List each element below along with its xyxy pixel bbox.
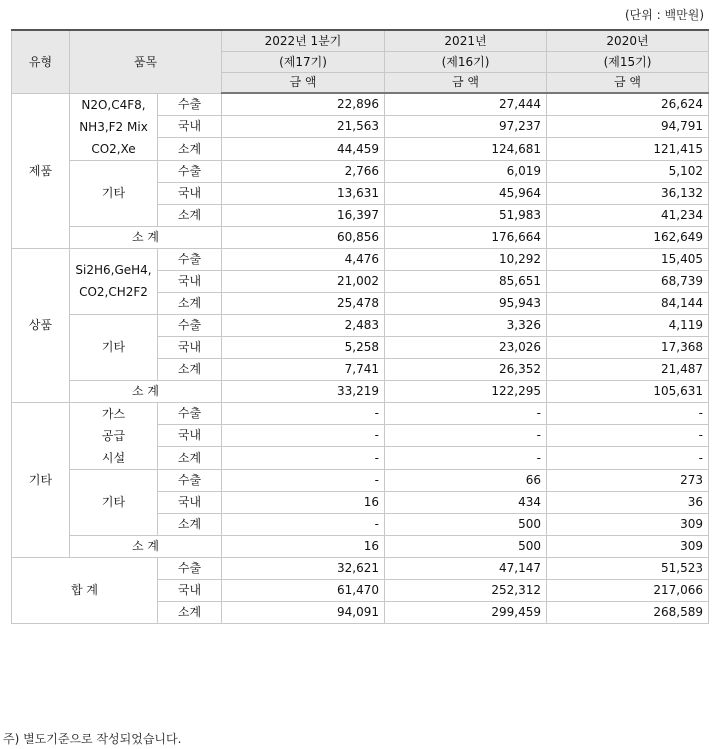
item-label-line: 가스 — [101, 406, 126, 421]
sales-table — [11, 29, 709, 624]
amount-cell: 309 — [547, 513, 709, 535]
sub-label: 국내 — [158, 424, 222, 446]
amount-cell: 68,739 — [547, 270, 709, 292]
item-cell — [70, 93, 158, 160]
sub-label: 소계 — [158, 204, 222, 226]
header-period-1-term: (제17기) — [222, 51, 385, 72]
amount-cell: - — [222, 513, 385, 535]
amount-cell: 5,258 — [222, 336, 385, 358]
item-label-line: 기타 — [101, 495, 126, 509]
item-cell — [70, 314, 158, 380]
subtotal-label: 소 계 — [70, 535, 222, 557]
sub-label: 수출 — [158, 402, 222, 424]
amount-cell: 124,681 — [385, 138, 547, 160]
item-cell — [70, 469, 158, 535]
amount-cell: 21,487 — [547, 358, 709, 380]
table-row — [12, 402, 709, 424]
amount-cell: - — [222, 402, 385, 424]
amount-cell: 97,237 — [385, 115, 547, 137]
sub-label: 소계 — [158, 513, 222, 535]
amount-cell: 25,478 — [222, 292, 385, 314]
amount-cell: 217,066 — [547, 579, 709, 601]
amount-cell: 16 — [222, 491, 385, 513]
amount-cell: 13,631 — [222, 182, 385, 204]
sub-label: 국내 — [158, 579, 222, 601]
amount-cell: 41,234 — [547, 204, 709, 226]
amount-cell: - — [385, 402, 547, 424]
amount-cell: 51,523 — [547, 557, 709, 579]
type-cell: 기타 — [12, 402, 70, 557]
amount-cell: 309 — [547, 535, 709, 557]
item-label-line: NH3,F2 Mix — [79, 119, 148, 134]
amount-cell: 5,102 — [547, 160, 709, 182]
amount-cell: 84,144 — [547, 292, 709, 314]
amount-cell: 4,119 — [547, 314, 709, 336]
table-row — [12, 248, 709, 270]
amount-cell: 299,459 — [385, 601, 547, 623]
sub-label: 수출 — [158, 469, 222, 491]
sub-label: 국내 — [158, 270, 222, 292]
amount-cell: - — [222, 424, 385, 446]
amount-cell: 121,415 — [547, 138, 709, 160]
item-cell — [70, 248, 158, 314]
sub-label: 수출 — [158, 557, 222, 579]
table-row — [12, 226, 709, 248]
amount-cell: 27,444 — [385, 93, 547, 115]
sub-label: 수출 — [158, 93, 222, 115]
amount-cell: 21,002 — [222, 270, 385, 292]
amount-cell: 95,943 — [385, 292, 547, 314]
amount-cell: 94,791 — [547, 115, 709, 137]
amount-cell: 23,026 — [385, 336, 547, 358]
amount-cell: 2,766 — [222, 160, 385, 182]
amount-cell: 7,741 — [222, 358, 385, 380]
amount-cell: - — [385, 424, 547, 446]
amount-cell: 10,292 — [385, 248, 547, 270]
table-row — [12, 314, 709, 336]
amount-cell: - — [222, 469, 385, 491]
table-body — [12, 93, 709, 623]
header-item: 품목 — [70, 30, 222, 93]
sub-label: 국내 — [158, 491, 222, 513]
item-label-line: CO2,Xe — [91, 141, 136, 156]
amount-cell: 51,983 — [385, 204, 547, 226]
table-row — [12, 535, 709, 557]
amount-cell: 268,589 — [547, 601, 709, 623]
amount-cell: 66 — [385, 469, 547, 491]
table-row — [12, 93, 709, 115]
sub-label: 소계 — [158, 601, 222, 623]
header-type: 유형 — [12, 30, 70, 93]
header-period-2-term: (제16기) — [385, 51, 547, 72]
item-label-line: 기타 — [101, 186, 126, 200]
item-cell — [70, 402, 158, 469]
amount-cell: 45,964 — [385, 182, 547, 204]
sub-label: 소계 — [158, 358, 222, 380]
item-label-line: Si2H6,GeH4, — [75, 263, 152, 277]
amount-cell: 15,405 — [547, 248, 709, 270]
grand-total-label: 합 계 — [12, 557, 158, 623]
amount-cell: 36,132 — [547, 182, 709, 204]
sub-label: 국내 — [158, 182, 222, 204]
item-label-line: 시설 — [101, 450, 126, 465]
table-row — [12, 380, 709, 402]
amount-cell: 3,326 — [385, 314, 547, 336]
header-amount-2: 금 액 — [385, 72, 547, 93]
amount-cell: 94,091 — [222, 601, 385, 623]
type-cell: 제품 — [12, 93, 70, 248]
item-label-line: N2O,C4F8, — [81, 97, 146, 112]
sub-label: 국내 — [158, 115, 222, 137]
amount-cell: 47,147 — [385, 557, 547, 579]
item-label-line: CO2,CH2F2 — [79, 285, 148, 299]
amount-cell: 21,563 — [222, 115, 385, 137]
amount-cell: 85,651 — [385, 270, 547, 292]
table-row — [12, 557, 709, 579]
amount-cell: 434 — [385, 491, 547, 513]
amount-cell: 16,397 — [222, 204, 385, 226]
amount-cell: 26,352 — [385, 358, 547, 380]
amount-cell: 22,896 — [222, 93, 385, 115]
table-row — [12, 469, 709, 491]
sub-label: 수출 — [158, 160, 222, 182]
amount-cell: 176,664 — [385, 226, 547, 248]
amount-cell: 36 — [547, 491, 709, 513]
amount-cell: 44,459 — [222, 138, 385, 160]
amount-cell: 26,624 — [547, 93, 709, 115]
type-cell: 상품 — [12, 248, 70, 402]
amount-cell: 17,368 — [547, 336, 709, 358]
header-amount-3: 금 액 — [547, 72, 709, 93]
amount-cell: 500 — [385, 513, 547, 535]
item-cell — [70, 160, 158, 226]
amount-cell: 60,856 — [222, 226, 385, 248]
amount-cell: - — [222, 447, 385, 469]
amount-cell: 500 — [385, 535, 547, 557]
amount-cell: 162,649 — [547, 226, 709, 248]
sub-label: 국내 — [158, 336, 222, 358]
amount-cell: 273 — [547, 469, 709, 491]
amount-cell: - — [547, 447, 709, 469]
subtotal-label: 소 계 — [70, 380, 222, 402]
footnote: 주) 별도기준으로 작성되었습니다. — [3, 732, 182, 746]
amount-cell: 4,476 — [222, 248, 385, 270]
amount-cell: - — [547, 402, 709, 424]
item-label-line: 공급 — [101, 428, 126, 443]
amount-cell: 105,631 — [547, 380, 709, 402]
header-period-1-year: 2022년 1분기 — [222, 30, 385, 51]
header-amount-1: 금 액 — [222, 72, 385, 93]
amount-cell: - — [385, 447, 547, 469]
table-row — [12, 160, 709, 182]
unit-label: (단위 : 백만원) — [625, 8, 704, 22]
amount-cell: 2,483 — [222, 314, 385, 336]
sub-label: 소계 — [158, 292, 222, 314]
subtotal-label: 소 계 — [70, 226, 222, 248]
item-label-line: 기타 — [101, 340, 126, 354]
sub-label: 소계 — [158, 447, 222, 469]
sub-label: 수출 — [158, 248, 222, 270]
header-period-2-year: 2021년 — [385, 30, 547, 51]
sub-label: 수출 — [158, 314, 222, 336]
amount-cell: - — [547, 424, 709, 446]
amount-cell: 16 — [222, 535, 385, 557]
amount-cell: 32,621 — [222, 557, 385, 579]
sub-label: 소계 — [158, 138, 222, 160]
amount-cell: 33,219 — [222, 380, 385, 402]
amount-cell: 122,295 — [385, 380, 547, 402]
amount-cell: 6,019 — [385, 160, 547, 182]
amount-cell: 252,312 — [385, 579, 547, 601]
amount-cell: 61,470 — [222, 579, 385, 601]
header-period-3-year: 2020년 — [547, 30, 709, 51]
header-period-3-term: (제15기) — [547, 51, 709, 72]
